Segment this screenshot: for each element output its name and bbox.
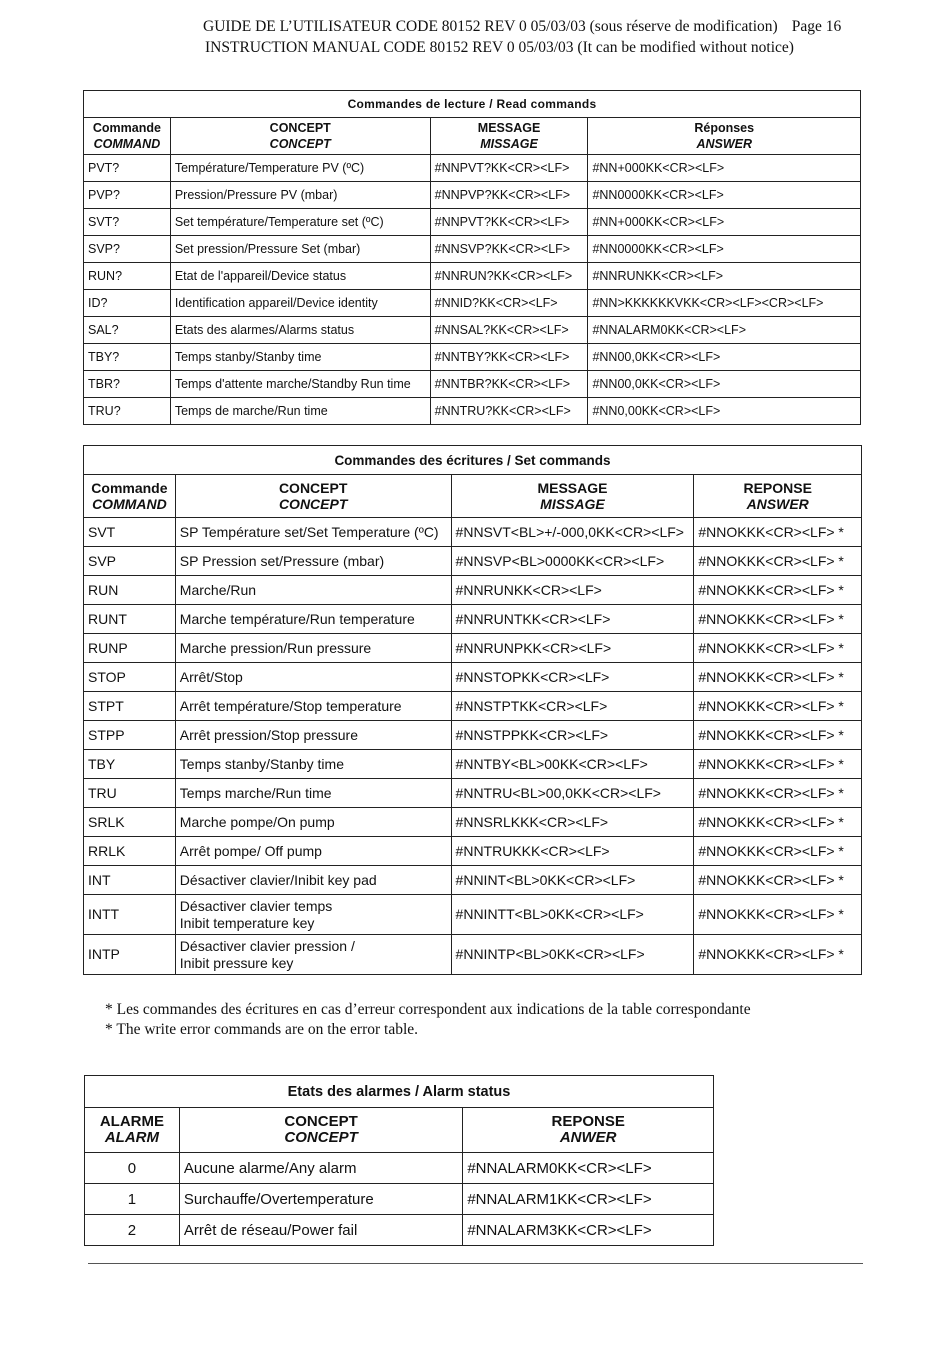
column-header-fr: CONCEPT <box>284 1113 358 1130</box>
column-header-en: ANSWER <box>696 137 752 151</box>
table-cell: #NNOKKK<CR><LF> * <box>694 605 862 634</box>
table-cell: #NNSTPTKK<CR><LF> <box>451 692 694 721</box>
table-cell: #NNID?KK<CR><LF> <box>430 290 588 317</box>
table-cell: Température/Temperature PV (ºC) <box>170 155 430 182</box>
table-cell: #NNOKKK<CR><LF> * <box>694 692 862 721</box>
table-cell: #NNALARM0KK<CR><LF> <box>463 1153 714 1184</box>
column-header <box>175 475 451 518</box>
header-title-en: INSTRUCTION MANUAL CODE 80152 REV 0 05/03/03 (It can be modified without notice) <box>205 39 794 56</box>
table-cell: STOP <box>84 663 176 692</box>
table-cell: Marche/Run <box>175 576 451 605</box>
table-row <box>84 344 861 371</box>
table-cell: #NN00,0KK<CR><LF> <box>588 344 861 371</box>
column-header <box>588 118 861 155</box>
column-header <box>85 1108 180 1153</box>
footnote-fr: * Les commandes des écritures en cas d’erreur correspondent aux indications de la table correspondante <box>105 1001 751 1018</box>
table-row <box>84 236 861 263</box>
table-row <box>85 1153 714 1184</box>
table-row <box>84 692 862 721</box>
table-cell: #NNOKKK<CR><LF> * <box>694 935 862 975</box>
table-cell: Identification appareil/Device identity <box>170 290 430 317</box>
table-cell: #NNTRUKKK<CR><LF> <box>451 837 694 866</box>
table-cell: SVT? <box>84 209 171 236</box>
table-cell: Désactiver clavier/Inibit key pad <box>175 866 451 895</box>
table-cell: RRLK <box>84 837 176 866</box>
read-table-caption: Commandes de lecture / Read commands <box>84 91 861 118</box>
column-header-en: ALARM <box>104 1129 159 1146</box>
table-row <box>84 518 862 547</box>
table-cell: Arrêt pression/Stop pressure <box>175 721 451 750</box>
table-cell: Marche pompe/On pump <box>175 808 451 837</box>
table-row <box>84 398 861 425</box>
table-cell: STPP <box>84 721 176 750</box>
table-cell: #NNINT<BL>0KK<CR><LF> <box>451 866 694 895</box>
table-cell: INTP <box>84 935 176 975</box>
page-number: Page 16 <box>791 18 842 35</box>
table-cell: SP Température set/Set Temperature (ºC) <box>175 518 451 547</box>
table-cell: #NNPVP?KK<CR><LF> <box>430 182 588 209</box>
column-header <box>694 475 862 518</box>
table-cell: Temps stanby/Stanby time <box>170 344 430 371</box>
table-cell: RUN <box>84 576 176 605</box>
table-row <box>84 371 861 398</box>
table-cell: STPT <box>84 692 176 721</box>
table-cell <box>175 935 451 975</box>
table-cell: TRU <box>84 779 176 808</box>
table-row <box>84 155 861 182</box>
table-cell: #NNOKKK<CR><LF> * <box>694 779 862 808</box>
table-cell: RUN? <box>84 263 171 290</box>
table-cell: SVP? <box>84 236 171 263</box>
table-cell-line: Inibit pressure key <box>179 954 294 971</box>
column-header-en: MISSAGE <box>480 137 538 151</box>
table-row <box>84 290 861 317</box>
table-cell: PVT? <box>84 155 171 182</box>
footnotes <box>105 1000 751 1040</box>
table-cell: #NN0000KK<CR><LF> <box>588 236 861 263</box>
alarm-status-table <box>84 1075 714 1246</box>
column-header-fr: REPONSE <box>551 1113 625 1130</box>
column-header <box>463 1108 714 1153</box>
table-row <box>85 1215 714 1246</box>
table-cell: #NNALARM3KK<CR><LF> <box>463 1215 714 1246</box>
column-header <box>170 118 430 155</box>
set-commands-table <box>83 445 862 975</box>
table-row <box>84 935 862 975</box>
table-cell: #NNOKKK<CR><LF> * <box>694 750 862 779</box>
set-table-header-row <box>84 475 862 518</box>
table-cell: SAL? <box>84 317 171 344</box>
table-row <box>84 547 862 576</box>
read-table-header-row <box>84 118 861 155</box>
page-header <box>0 16 950 58</box>
column-header-en: ANSWER <box>746 496 809 512</box>
read-table-body <box>84 155 861 425</box>
column-header-fr: CONCEPT <box>269 121 331 135</box>
column-header-fr: MESSAGE <box>477 121 541 135</box>
table-cell: #NN>KKKKKKVKK<CR><LF><CR><LF> <box>588 290 861 317</box>
read-commands-table <box>83 90 861 425</box>
table-cell: TBR? <box>84 371 171 398</box>
table-cell: #NNALARM1KK<CR><LF> <box>463 1184 714 1215</box>
table-cell: Pression/Pressure PV (mbar) <box>170 182 430 209</box>
column-header <box>179 1108 462 1153</box>
table-row <box>84 182 861 209</box>
table-cell: #NNSVP?KK<CR><LF> <box>430 236 588 263</box>
column-header-fr: MESSAGE <box>537 480 608 496</box>
table-cell: Surchauffe/Overtemperature <box>179 1184 462 1215</box>
table-cell: 2 <box>85 1215 180 1246</box>
column-header-en: ANWER <box>559 1129 617 1146</box>
table-row <box>84 895 862 935</box>
table-cell: Temps d'attente marche/Standby Run time <box>170 371 430 398</box>
set-table-caption: Commandes des écritures / Set commands <box>84 446 862 475</box>
table-cell: #NNPVT?KK<CR><LF> <box>430 155 588 182</box>
table-cell: #NNRUNTKK<CR><LF> <box>451 605 694 634</box>
table-cell: #NNRUNKK<CR><LF> <box>451 576 694 605</box>
table-row <box>84 808 862 837</box>
table-cell: #NNPVT?KK<CR><LF> <box>430 209 588 236</box>
table-cell: #NNOKKK<CR><LF> * <box>694 576 862 605</box>
table-cell: #NNALARM0KK<CR><LF> <box>588 317 861 344</box>
alarm-table-body <box>85 1153 714 1246</box>
table-row <box>84 605 862 634</box>
table-cell: #NNRUNKK<CR><LF> <box>588 263 861 290</box>
table-cell: #NNOKKK<CR><LF> * <box>694 663 862 692</box>
header-title-fr: GUIDE DE L’UTILISATEUR CODE 80152 REV 0 05/03/03 (sous réserve de modification) <box>203 18 778 35</box>
table-cell: RUNT <box>84 605 176 634</box>
column-header-fr: REPONSE <box>743 480 812 496</box>
table-cell: #NN0000KK<CR><LF> <box>588 182 861 209</box>
column-header <box>430 118 588 155</box>
table-cell: Arrêt pompe/ Off pump <box>175 837 451 866</box>
table-cell-line: Désactiver clavier pression / <box>179 937 355 954</box>
column-header-fr: Réponses <box>694 121 755 135</box>
table-cell: #NNRUN?KK<CR><LF> <box>430 263 588 290</box>
table-cell: #NNSRLKKK<CR><LF> <box>451 808 694 837</box>
column-header-en: CONCEPT <box>284 1129 358 1146</box>
table-cell: Marche pression/Run pressure <box>175 634 451 663</box>
table-cell: #NNSTPPKK<CR><LF> <box>451 721 694 750</box>
table-row <box>84 779 862 808</box>
table-cell: Etat de l'appareil/Device status <box>170 263 430 290</box>
table-row <box>84 209 861 236</box>
table-cell: INTT <box>84 895 176 935</box>
table-cell: #NNRUNPKK<CR><LF> <box>451 634 694 663</box>
table-cell: #NNOKKK<CR><LF> * <box>694 721 862 750</box>
table-cell: #NNINTP<BL>0KK<CR><LF> <box>451 935 694 975</box>
table-row <box>84 866 862 895</box>
table-cell: #NNOKKK<CR><LF> * <box>694 547 862 576</box>
table-row <box>84 721 862 750</box>
table-row <box>84 263 861 290</box>
table-cell: Temps marche/Run time <box>175 779 451 808</box>
alarm-table-caption: Etats des alarmes / Alarm status <box>85 1076 714 1108</box>
table-cell-line: Désactiver clavier temps <box>179 897 333 914</box>
set-table-body <box>84 518 862 975</box>
column-header-fr: CONCEPT <box>278 480 348 496</box>
table-cell: TBY <box>84 750 176 779</box>
column-header <box>84 118 171 155</box>
footnote-en: * The write error commands are on the error table. <box>105 1021 419 1038</box>
table-row <box>84 750 862 779</box>
column-header-fr: ALARME <box>99 1113 165 1130</box>
table-cell: TRU? <box>84 398 171 425</box>
column-header-en: COMMAND <box>93 137 161 151</box>
table-cell: Temps de marche/Run time <box>170 398 430 425</box>
alarm-table-header-row <box>85 1108 714 1153</box>
table-cell: #NNTBY?KK<CR><LF> <box>430 344 588 371</box>
table-cell: Set pression/Pressure Set (mbar) <box>170 236 430 263</box>
table-cell: #NNOKKK<CR><LF> * <box>694 866 862 895</box>
column-header-en: COMMAND <box>92 496 167 512</box>
table-cell-line: Inibit temperature key <box>179 914 315 931</box>
table-cell: #NNOKKK<CR><LF> * <box>694 895 862 935</box>
table-cell: Set température/Temperature set (ºC) <box>170 209 430 236</box>
table-cell: #NNTRU<BL>00,0KK<CR><LF> <box>451 779 694 808</box>
table-cell: #NNTBR?KK<CR><LF> <box>430 371 588 398</box>
table-cell: #NN+000KK<CR><LF> <box>588 209 861 236</box>
footer-divider <box>88 1263 863 1264</box>
table-row <box>84 317 861 344</box>
column-header-en: MISSAGE <box>540 496 605 512</box>
table-cell: PVP? <box>84 182 171 209</box>
column-header-fr: Commande <box>92 121 161 135</box>
table-cell: 0 <box>85 1153 180 1184</box>
table-cell: #NNINTT<BL>0KK<CR><LF> <box>451 895 694 935</box>
table-cell: TBY? <box>84 344 171 371</box>
table-cell: #NN0,00KK<CR><LF> <box>588 398 861 425</box>
column-header-en: CONCEPT <box>278 496 348 512</box>
table-cell: RUNP <box>84 634 176 663</box>
column-header <box>84 475 176 518</box>
table-cell: ID? <box>84 290 171 317</box>
table-cell: #NNSVP<BL>0000KK<CR><LF> <box>451 547 694 576</box>
column-header-en: CONCEPT <box>269 137 331 151</box>
header-line-fr <box>0 16 950 37</box>
table-cell: #NNSTOPKK<CR><LF> <box>451 663 694 692</box>
table-cell: Temps stanby/Stanby time <box>175 750 451 779</box>
table-cell: Etats des alarmes/Alarms status <box>170 317 430 344</box>
table-cell: SRLK <box>84 808 176 837</box>
table-cell: SP Pression set/Pressure (mbar) <box>175 547 451 576</box>
table-cell: #NNTRU?KK<CR><LF> <box>430 398 588 425</box>
table-cell: #NNSVT<BL>+/-000,0KK<CR><LF> <box>451 518 694 547</box>
column-header-fr: Commande <box>91 480 168 496</box>
table-row <box>84 837 862 866</box>
table-cell: Arrêt/Stop <box>175 663 451 692</box>
table-cell: #NNOKKK<CR><LF> * <box>694 808 862 837</box>
table-cell <box>175 895 451 935</box>
table-cell: #NN00,0KK<CR><LF> <box>588 371 861 398</box>
table-cell: Arrêt température/Stop temperature <box>175 692 451 721</box>
table-row <box>84 634 862 663</box>
table-cell: Aucune alarme/Any alarm <box>179 1153 462 1184</box>
table-row <box>84 663 862 692</box>
table-cell: SVT <box>84 518 176 547</box>
table-cell: #NNSAL?KK<CR><LF> <box>430 317 588 344</box>
table-cell: #NNOKKK<CR><LF> * <box>694 837 862 866</box>
table-cell: 1 <box>85 1184 180 1215</box>
table-cell: #NN+000KK<CR><LF> <box>588 155 861 182</box>
table-row <box>84 576 862 605</box>
table-cell: #NNOKKK<CR><LF> * <box>694 518 862 547</box>
table-cell: INT <box>84 866 176 895</box>
table-row <box>85 1184 714 1215</box>
table-cell: Marche température/Run temperature <box>175 605 451 634</box>
table-cell: #NNTBY<BL>00KK<CR><LF> <box>451 750 694 779</box>
table-cell: SVP <box>84 547 176 576</box>
table-cell: #NNOKKK<CR><LF> * <box>694 634 862 663</box>
table-cell: Arrêt de réseau/Power fail <box>179 1215 462 1246</box>
column-header <box>451 475 694 518</box>
